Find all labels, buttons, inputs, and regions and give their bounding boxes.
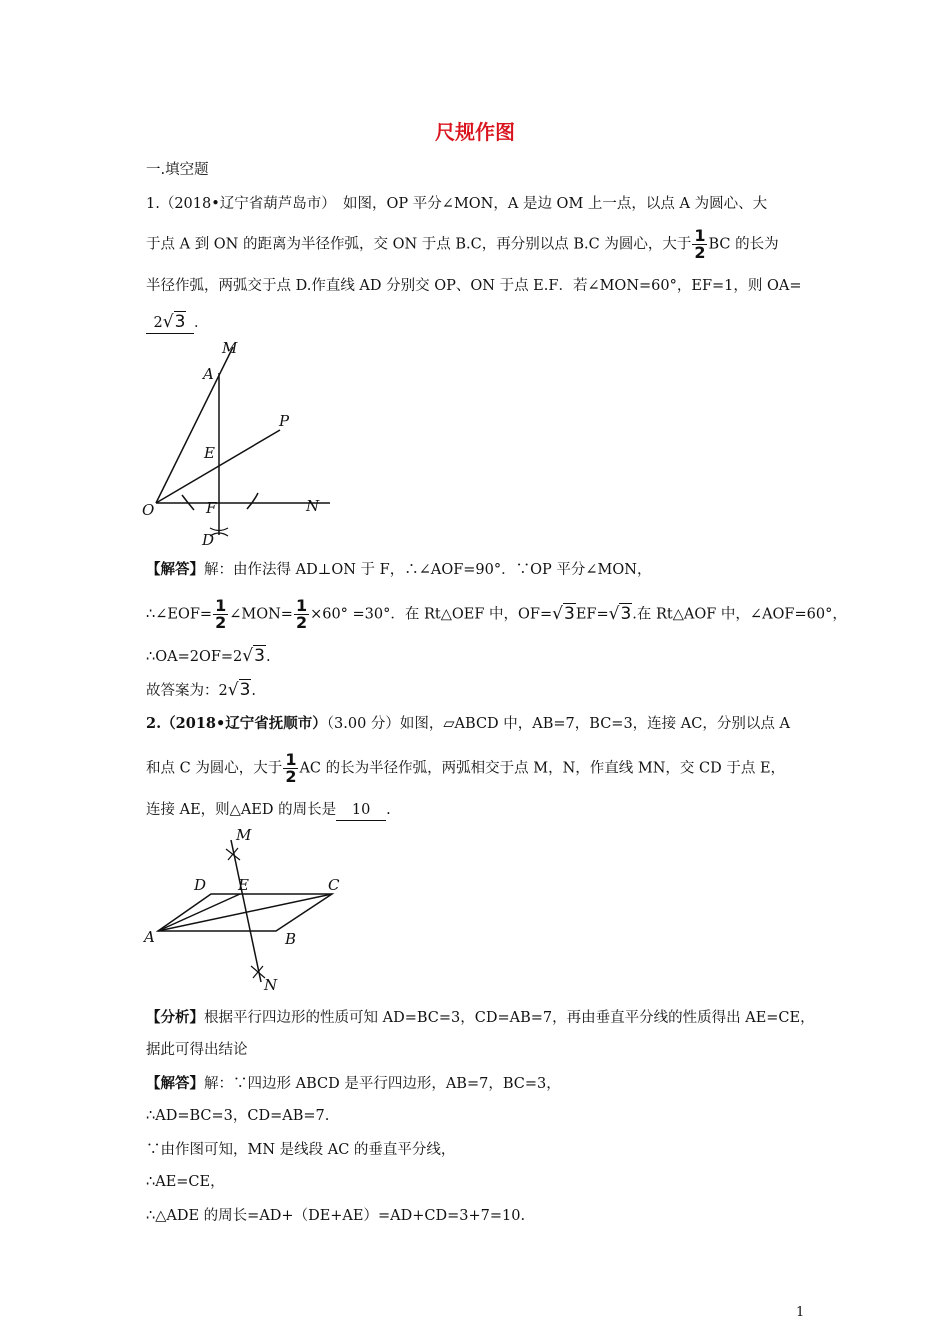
label-m2: M [236, 826, 252, 844]
q1-solution-line1: 【解答】解：由作法得 AD⊥ON 于 F，∴∠AOF=90°．∵OP 平分∠MON， [146, 561, 652, 578]
q2-line1: 2.（2018•辽宁省抚顺市）（3.00 分）如图，▱ABCD 中，AB=7，BC=3，连接 AC，分别以点 A [146, 715, 790, 732]
label-o: O [142, 501, 155, 519]
line-mn [231, 840, 261, 982]
label-d: D [202, 531, 215, 549]
q1-answer-line: 2√3 ． [146, 312, 816, 334]
q2-answer: 10 [336, 800, 386, 821]
q2-solution-line4: ∴AE=CE， [146, 1174, 225, 1190]
q2-line2: 和点 C 为圆心，大于 $\frac{1}{2}$ AC 的长为半径作弧，两弧相交于点 M，N，作直线 MN，交 CD 于点 E， [146, 750, 786, 786]
page-number: 1 [796, 1305, 805, 1320]
label-n2: N [264, 976, 278, 994]
label-a: A [203, 365, 214, 383]
figure-angle-bisector [130, 335, 350, 555]
q2-line3: 连接 AE，则△AED 的周长是 10 . [146, 800, 816, 821]
q1-answer: 2√3 [146, 312, 194, 334]
q2-solution-line5: ∴△ADE 的周长=AD+（DE+AE）=AD+CD=3+7=10. [146, 1208, 526, 1224]
q2-solution-line2: ∴AD=BC=3，CD=AB=7. [146, 1108, 330, 1124]
label-e: E [204, 444, 215, 462]
label-a2: A [144, 928, 155, 946]
label-p: P [279, 412, 290, 430]
q2-solution-line3: ∵由作图可知，MN 是线段 AC 的垂直平分线， [146, 1142, 456, 1158]
q1-solution-line3: ∴OA=2OF=2√3. [146, 646, 271, 666]
label-c2: C [328, 876, 340, 894]
q1-solution-line2: ∴∠EOF= $\frac{1}{2}$ ∠MON= $\frac{1}{2}$ ×60° =30°．在 Rt△OEF 中，OF=√3EF=√3.在 Rt△AOF 中，∠AOF=60°， [146, 596, 847, 632]
section-heading: 一.填空题 [146, 162, 209, 178]
label-m: M [222, 339, 238, 357]
page-title: 尺规作图 [435, 120, 515, 144]
segment-ae [158, 894, 240, 931]
q2-analysis-line2: 据此可得出结论 [146, 1042, 248, 1058]
q1-line1: 1.（2018•辽宁省葫芦岛市） 如图，OP 平分∠MON，A 是边 OM 上一点，以点 A 为圆心、大 [146, 196, 768, 212]
q1-line2 [146, 228, 816, 261]
q2-solution-line1: 【解答】解：∵四边形 ABCD 是平行四边形，AB=7，BC=3， [146, 1075, 561, 1092]
figure-parallelogram [138, 822, 358, 997]
q1-final-answer: 故答案为：2√3. [146, 680, 257, 700]
fraction-half: $\frac{1}{2}$ [694, 226, 706, 262]
label-n: N [306, 497, 320, 515]
arc-c [247, 493, 258, 509]
q1-line2-text-b: BC 的长为 [708, 236, 779, 253]
q1-line3: 半径作弧，两弧交于点 D.作直线 AD 分别交 OP、ON 于点 E.F．若∠MON=60°，EF=1，则 OA= [146, 278, 802, 294]
label-e2: E [238, 876, 249, 894]
label-f: F [206, 499, 217, 517]
q2-analysis-line1: 【分析】根据平行四边形的性质可知 AD=BC=3，CD=AB=7，再由垂直平分线的性质得出 AE=CE， [146, 1009, 815, 1026]
q1-line2-text: 于点 A 到 ON 的距离为半径作弧，交 ON 于点 B.C，再分别以点 B.C 为圆心，大于 [146, 236, 692, 253]
label-d2: D [194, 876, 207, 894]
label-b2: B [285, 930, 297, 948]
